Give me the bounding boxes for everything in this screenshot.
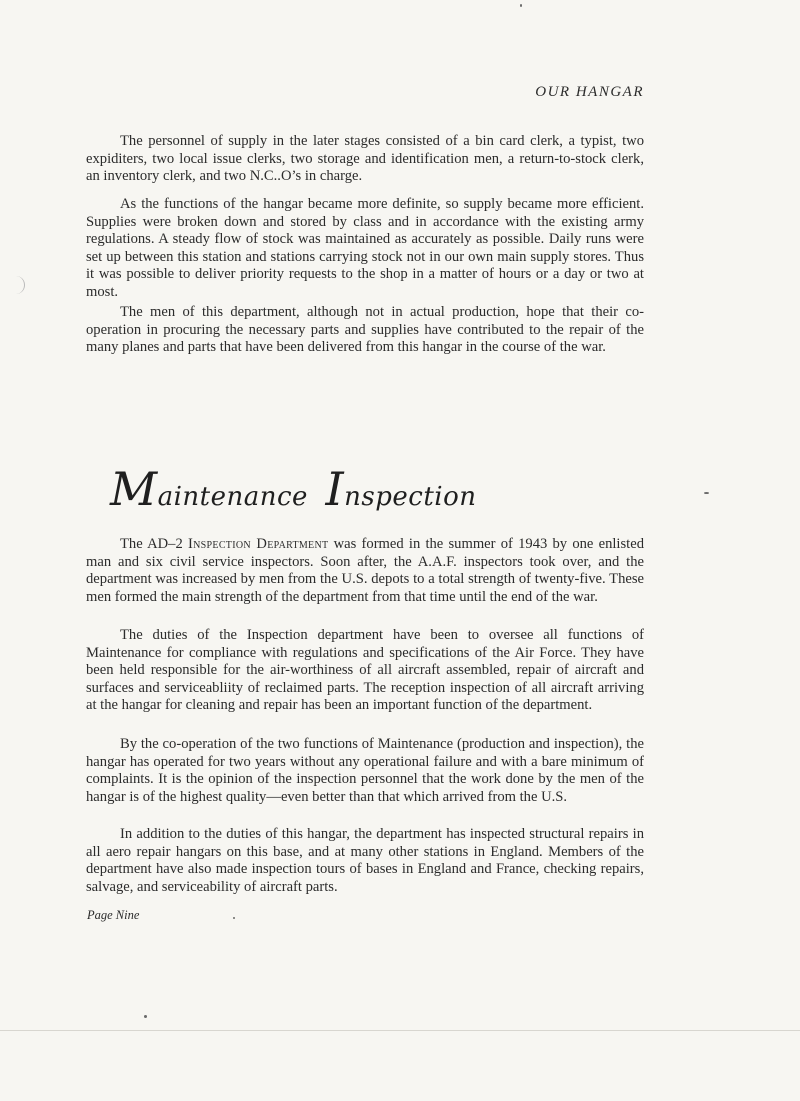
inspection-department-smallcaps: Inspection Department (188, 536, 329, 552)
paper-speck (144, 1015, 147, 1018)
running-header: OUR HANGAR (535, 84, 644, 100)
heading-initial-m: M (110, 462, 158, 516)
heading-word-maintenance: aintenance (157, 482, 308, 512)
inspection-para1-rest: was formed in the summer of 1943 by one enlisted man and six civil service inspectors. Soon after, the A.A.F. inspectors took over, and the department was increased by men from the U.S. depots to a total strength of twenty-five. These men formed the main strength of the department from that time until the end of the war. (86, 536, 644, 605)
inspection-para1-lead: The AD–2 (120, 536, 188, 552)
paper-speck (233, 917, 235, 919)
heading-initial-i: I (325, 462, 345, 516)
paper-edge-mark (14, 276, 25, 294)
paper-speck (704, 492, 709, 494)
section-heading-maintenance-inspection (110, 462, 477, 516)
supply-paragraph-3: The men of this department, although not in actual production, hope that their co-operation in procuring the necessary parts and supplies have contributed to the repair of the many planes and parts that have been delivered from this hangar in the course of the war. (86, 304, 644, 356)
inspection-paragraph-1 (86, 536, 644, 606)
inspection-paragraph-3: By the co-operation of the two functions of Maintenance (production and inspection), the hangar has operated for two years without any operational failure and with a bare minimum of complaints. It is the opinion of the inspection personnel that the work done by the men of the hangar is of the highest quality—even better than that which arrived from the U.S. (86, 736, 644, 805)
paper-speck (520, 4, 522, 7)
supply-paragraph-1: The personnel of supply in the later stages consisted of a bin card clerk, a typist, two expiditers, two local issue clerks, two storage and identification men, a return-to-stock clerk, an inventory clerk, and two N.C..O’s in charge. (86, 133, 644, 185)
inspection-paragraph-2: The duties of the Inspection department have been to oversee all functions of Maintenance for compliance with regulations and specifications of the Air Force. They have been held responsible for the air-worthiness of all aircraft assembled, repair of aircraft and surfaces and serviceabliity of reclaimed parts. The reception inspection of all aircraft arriving at the hangar for cleaning and repair has been an important function of the department. (86, 627, 644, 714)
supply-paragraph-2: As the functions of the hangar became more definite, so supply became more efficient. Supplies were broken down and stored by class and in accordance with the existing army regulations. A steady flow of stock was maintained as accurately as possible. Daily runs were set up between this station and stations carrying stock not in our own main supply stores. Thus it was possible to deliver priority requests to the shop in a matter of hours or a day or two at most. (86, 196, 644, 300)
inspection-paragraph-4: In addition to the duties of this hangar, the department has inspected structural repairs in all aero repair hangars on this base, and at many other stations in England. Members of the department have also made inspection tours of bases in England and France, checking repairs, salvage, and serviceability of aircraft parts. (86, 826, 644, 895)
paper-fold-line (0, 1030, 800, 1031)
page-number: Page Nine (87, 908, 140, 922)
heading-word-inspection: nspection (344, 482, 477, 512)
